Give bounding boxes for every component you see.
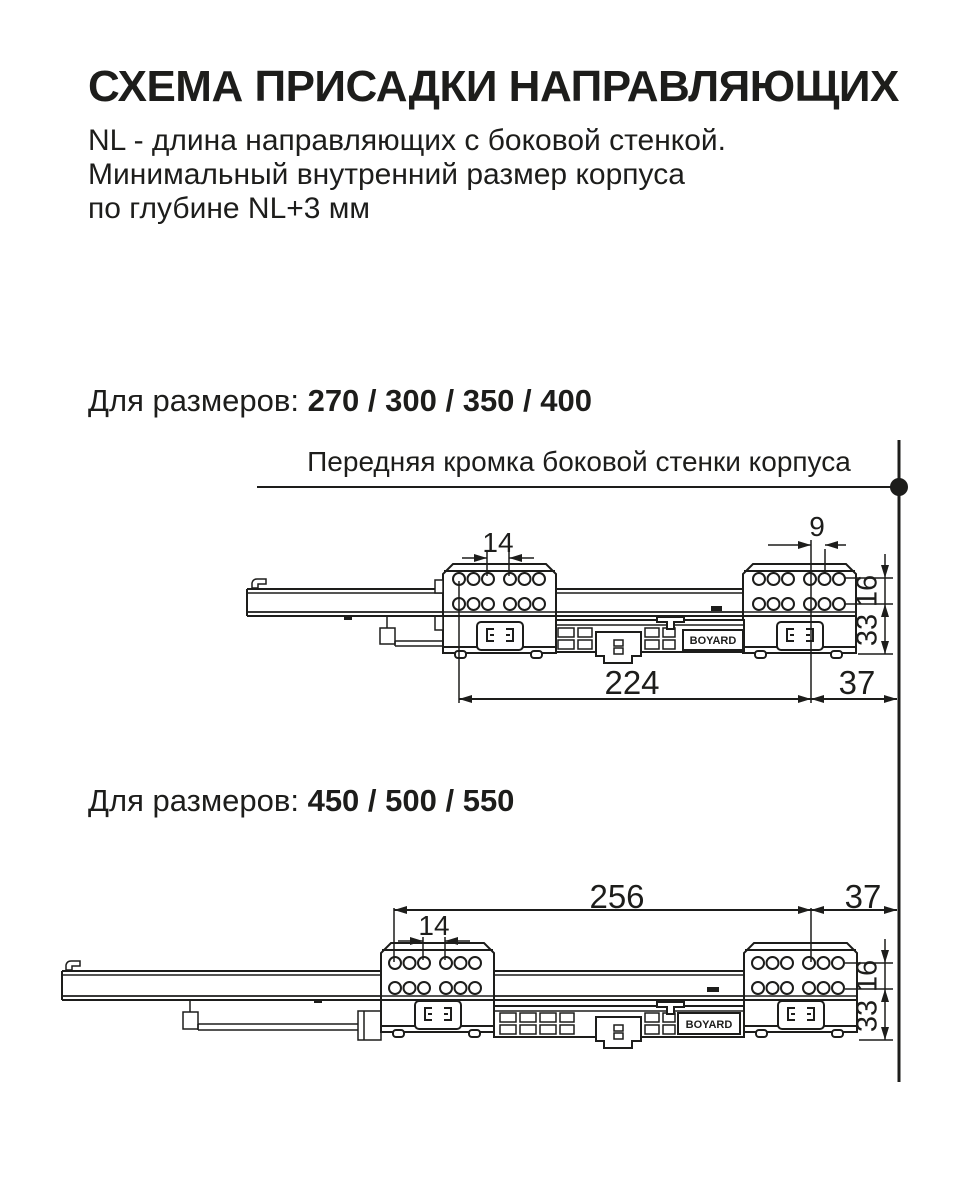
sizes-values: 270 / 300 / 350 / 400 bbox=[307, 383, 592, 418]
dim-label-group-gap: 14 bbox=[482, 527, 514, 558]
rail-hook bbox=[252, 579, 266, 588]
intro-line-3: по глубине NL+3 мм bbox=[88, 192, 371, 225]
slide-diagram-large bbox=[62, 908, 897, 1048]
dim-label-row-spacing: 16 bbox=[851, 574, 884, 608]
intro-line-2: Минимальный внутренний размер корпуса bbox=[88, 158, 685, 191]
dim-label-hole-span: 224 bbox=[604, 664, 660, 701]
dim-label-front-offset: 37 bbox=[838, 664, 876, 701]
dim-label-row-spacing: 16 bbox=[851, 959, 884, 993]
sizes-heading-small bbox=[88, 383, 592, 419]
rail-hook bbox=[66, 961, 80, 970]
cabinet-profile bbox=[183, 1000, 381, 1040]
mechanism-strip bbox=[556, 606, 744, 663]
dim-label-group-gap: 14 bbox=[418, 910, 450, 941]
sizes-values: 450 / 500 / 550 bbox=[307, 783, 515, 818]
intro-line-1: NL - длина направляющих с боковой стенкой. bbox=[88, 124, 727, 157]
brand-logo: BOYARD bbox=[689, 635, 737, 647]
brand-logo: BOYARD bbox=[685, 1019, 733, 1031]
edge-dot bbox=[890, 478, 908, 496]
sizes-label: Для размеров: bbox=[88, 783, 299, 818]
sizes-label: Для размеров: bbox=[88, 383, 299, 418]
dim-label-front-offset: 37 bbox=[844, 878, 882, 915]
dim-label-bottom-offset: 33 bbox=[851, 999, 884, 1033]
slide-diagram-small bbox=[247, 540, 897, 703]
sizes-heading-large bbox=[88, 783, 514, 819]
dim-label-bottom-offset: 33 bbox=[851, 613, 884, 647]
front-edge-label: Передняя кромка боковой стенки корпуса bbox=[307, 446, 851, 477]
dim-label-hole-span: 256 bbox=[589, 878, 645, 915]
cabinet-profile bbox=[380, 616, 443, 646]
intro-text bbox=[88, 124, 726, 226]
page-title: СХЕМА ПРИСАДКИ НАПРАВЛЯЮЩИХ bbox=[88, 62, 899, 111]
dim-label-hole-pitch: 9 bbox=[809, 511, 825, 542]
